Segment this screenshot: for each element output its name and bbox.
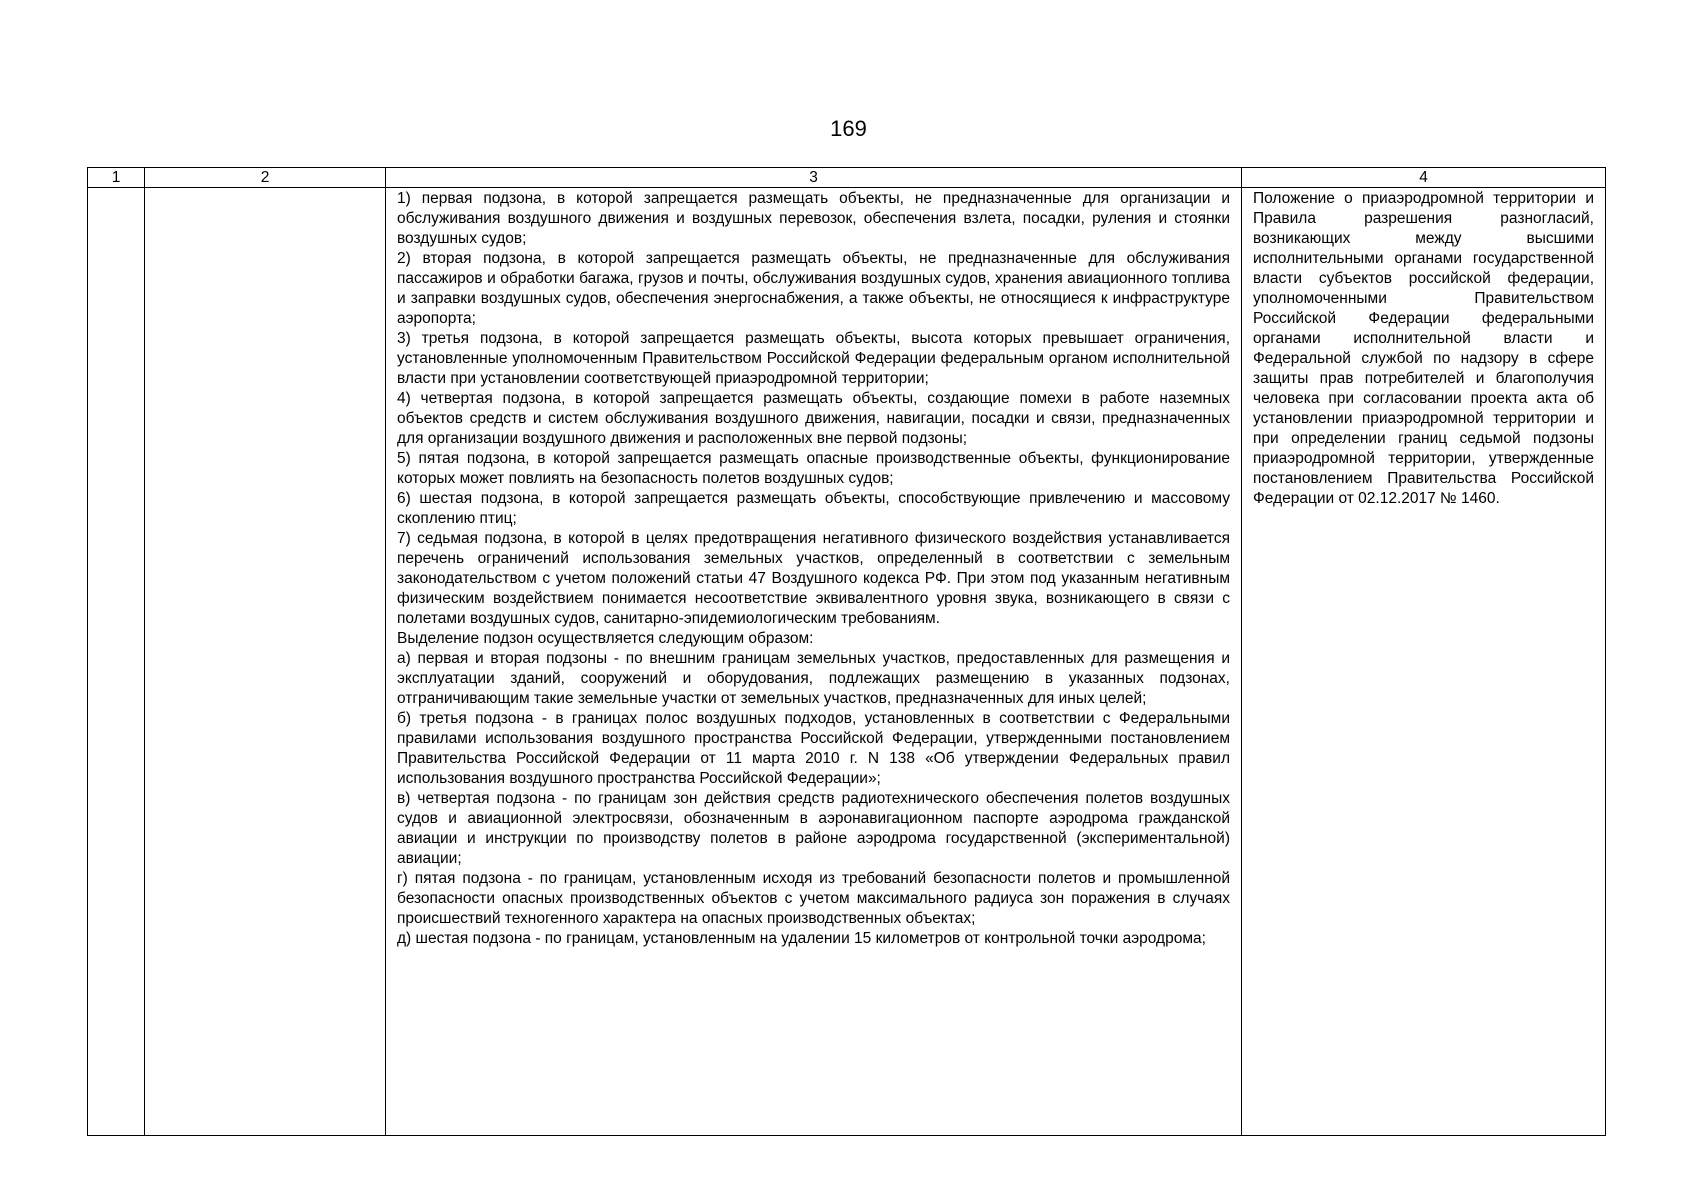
paragraph-allocation-v: в) четвертая подзона - по границам зон действия средств радиотехнического обеспечения полетов воздушных судов и авиационной электросвязи, обозначенным в аэронавигационном паспорте аэродрома гражданской авиации и инструкции по производству полетов в районе аэродрома государственной (экспериментальной) авиации;: [397, 790, 1230, 867]
paragraph-subzone-1: 1) первая подзона, в которой запрещается размещать объекты, не предназначенные для организации и обслуживания воздушного движения и воздушных перевозок, обеспечения взлета, посадки, руления и стоянки воздушных судов;: [397, 190, 1230, 247]
page-number: 169: [830, 116, 867, 141]
cell-col-1: [88, 188, 145, 1136]
cell-col-4: [1242, 188, 1606, 1136]
cell-col-3: [386, 188, 1242, 1136]
table-row: [88, 188, 1606, 1136]
regulation-reference: Положение о приаэродромной территории и Правила разрешения разногласий, возникающих между высшими исполнительными органами государственной власти субъектов российской федерации, уполномоченными Правительством Российской Федерации федеральными органами исполнительной власти и Федеральной службой по надзору в сфере защиты прав потребителей и благополучия человека при согласовании проекта акта об установлении приаэродромной территории и при определении границ седьмой подзоны приаэродромной территории, утвержденные постановлением Правительства Российской Федерации от 02.12.2017 № 1460.: [1253, 190, 1594, 507]
column-header-3: 3: [386, 168, 1242, 188]
column-header-2: 2: [145, 168, 386, 188]
cell-col-2: [145, 188, 386, 1136]
column-header-4: 4: [1242, 168, 1606, 188]
column-header-1: 1: [88, 168, 145, 188]
paragraph-subzone-3: 3) третья подзона, в которой запрещается размещать объекты, высота которых превышает ограничения, установленные уполномоченным Правительством Российской Федерации федеральным органом исполнительной власти при установлении соответствующей приаэродромной территории;: [397, 330, 1230, 387]
paragraph-allocation-b: б) третья подзона - в границах полос воздушных подходов, установленных в соответствии с Федеральными правилами использования воздушного пространства Российской Федерации, утвержденными постановлением Правительства Российской Федерации от 11 марта 2010 г. N 138 «Об утверждении Федеральных правил использования воздушного пространства Российской Федерации»;: [397, 710, 1230, 787]
paragraph-subzone-4: 4) четвертая подзона, в которой запрещается размещать объекты, создающие помехи в работе наземных объектов средств и систем обслуживания воздушного движения, навигации, посадки и связи, предназначенных для организации воздушного движения и расположенных вне первой подзоны;: [397, 390, 1230, 447]
paragraph-subzone-6: 6) шестая подзона, в которой запрещается размещать объекты, способствующие привлечению и массовому скоплению птиц;: [397, 490, 1230, 527]
paragraph-subzone-2: 2) вторая подзона, в которой запрещается размещать объекты, не предназначенные для обслуживания пассажиров и обработки багажа, грузов и почты, обслуживания воздушных судов, хранения авиационного топлива и заправки воздушных судов, обеспечения энергоснабжения, а также объекты, не относящиеся к инфраструктуре аэропорта;: [397, 250, 1230, 327]
paragraph-subzone-5: 5) пятая подзона, в которой запрещается размещать опасные производственные объекты, функционирование которых может повлиять на безопасность полетов воздушных судов;: [397, 450, 1230, 487]
paragraph-allocation-g: г) пятая подзона - по границам, установленным исходя из требований безопасности полетов и промышленной безопасности опасных производственных объектов с учетом максимального радиуса зон поражения в случаях происшествий техногенного характера на опасных производственных объектах;: [397, 870, 1230, 927]
header-row: [88, 168, 1606, 188]
paragraph-allocation-intro: Выделение подзон осуществляется следующим образом:: [397, 630, 814, 647]
paragraph-allocation-a: а) первая и вторая подзоны - по внешним границам земельных участков, предоставленных для размещения и эксплуатации зданий, сооружений и оборудования, подлежащих размещению в указанных подзонах, отграничивающим такие земельные участки от земельных участков, предназначенных для иных целей;: [397, 650, 1230, 707]
paragraph-allocation-d: д) шестая подзона - по границам, установленным на удалении 15 километров от контрольной точки аэродрома;: [397, 930, 1206, 947]
paragraph-subzone-7: 7) седьмая подзона, в которой в целях предотвращения негативного физического воздействия устанавливается перечень ограничений использования земельных участков, определенный в соответствии с земельным законодательством с учетом положений статьи 47 Воздушного кодекса РФ. При этом под указанным негативным физическим воздействием понимается несоответствие эквивалентного уровня звука, возникающего в связи с полетами воздушных судов, санитарно-эпидемиологическим требованиям.: [397, 530, 1230, 627]
document-table: [87, 167, 1606, 1136]
